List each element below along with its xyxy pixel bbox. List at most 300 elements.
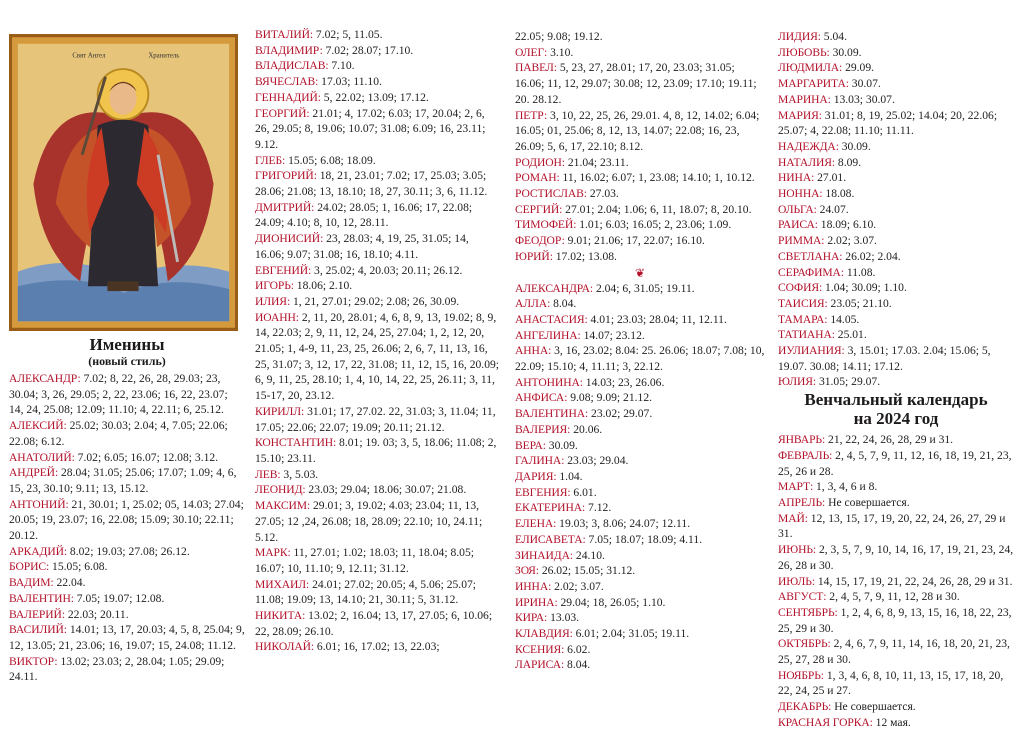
entry-dates: 22.05; 9.08; 19.12.	[515, 30, 603, 43]
name-day-entry	[778, 202, 1014, 218]
name-day-entry	[515, 233, 765, 249]
entry-dates: 3.10.	[550, 45, 574, 59]
entry-dates: 7.02; 28.07; 17.10.	[325, 43, 414, 57]
entry-name: ТАМАРА:	[778, 312, 828, 326]
entry-name: МАРИНА:	[778, 92, 831, 106]
name-day-entry	[515, 469, 765, 485]
name-day-entry	[778, 76, 1014, 92]
name-day-entry	[778, 29, 1014, 45]
name-day-entry	[515, 343, 765, 374]
entry-dates: 12, 13, 15, 17, 19, 20, 22, 24, 26, 27, 29 и 31.	[778, 511, 1006, 541]
name-day-list-col4	[778, 29, 1014, 390]
name-day-entry	[255, 168, 500, 199]
entry-name: ГАЛИНА:	[515, 454, 565, 468]
name-day-entry	[515, 657, 765, 673]
name-day-entry	[255, 263, 500, 279]
entry-dates: 26.02; 2.04.	[845, 249, 901, 263]
entry-dates: 6.01; 2.04; 31.05; 19.11.	[575, 627, 690, 641]
entry-name: ГЛЕБ:	[255, 153, 286, 167]
entry-name: МАЙ:	[778, 511, 808, 525]
entry-dates: 7.05; 18.07; 18.09; 4.11.	[588, 532, 703, 546]
entry-dates: 1, 3, 4, 6, 8, 10, 11, 13, 15, 17, 18, 20, 22, 24, 25 и 27.	[778, 668, 1004, 698]
name-day-entry	[778, 233, 1014, 249]
entry-name: ЮЛИЯ:	[778, 375, 817, 389]
name-day-entry	[515, 108, 765, 155]
entry-dates: 5.04.	[823, 30, 847, 43]
name-day-entry	[515, 626, 765, 642]
name-day-entry	[9, 497, 245, 544]
name-day-entry	[778, 265, 1014, 281]
wedding-month-entry	[778, 511, 1014, 542]
name-day-entry	[255, 498, 500, 545]
name-day-entry	[778, 374, 1014, 390]
wedding-month-entry	[778, 432, 1014, 448]
entry-dates: 27.01.	[817, 171, 847, 185]
name-day-entry	[9, 465, 245, 496]
name-day-entry	[515, 438, 765, 454]
entry-dates: 15.05; 6.08; 18.09.	[288, 153, 376, 167]
entry-name: ВЛАДИСЛАВ:	[255, 59, 329, 73]
name-day-entry	[9, 607, 245, 623]
name-day-entry	[515, 453, 765, 469]
entry-name: ГЕННАДИЙ:	[255, 90, 321, 104]
entry-name: ЗИНАИДА:	[515, 548, 574, 562]
entry-dates: 2, 4, 6, 7, 9, 11, 14, 16, 18, 20, 21, 23, 25, 27, 28 и 30.	[778, 637, 1010, 667]
entry-dates: 22.04.	[56, 576, 86, 590]
entry-name: ЛЮДМИЛА:	[778, 61, 843, 75]
entry-name: СЕРГИЙ:	[515, 202, 563, 216]
entry-dates: 28.04; 31.05; 25.06; 17.07; 1.09; 4, 6, 15, 23, 30.10; 9.11; 13, 15.12.	[9, 466, 237, 495]
entry-dates: 7.02; 6.05; 16.07; 12.08; 3.12.	[77, 450, 219, 464]
entry-name: ФЕВРАЛЬ:	[778, 448, 833, 462]
entry-name: НИКИТА:	[255, 609, 306, 623]
entry-name: ГРИГОРИЙ:	[255, 169, 317, 183]
name-day-entry	[778, 296, 1014, 312]
entry-name: ГЕОРГИЙ:	[255, 106, 310, 120]
entry-name: МАРТ:	[778, 480, 814, 494]
wedding-month-entry	[778, 542, 1014, 573]
entry-name: АНДРЕЙ:	[9, 466, 59, 480]
entry-dates: 13.02; 2, 16.04; 13, 17, 27.05; 6, 10.06; 22, 28.09; 26.10.	[255, 609, 493, 638]
entry-dates: 9.01; 21.06; 17, 22.07; 16.10.	[567, 234, 705, 248]
entry-dates: 29.04; 18, 26.05; 1.10.	[560, 595, 666, 609]
name-day-entry	[255, 482, 500, 498]
entry-name: ПАВЕЛ:	[515, 61, 557, 75]
name-day-entry	[255, 435, 500, 466]
name-day-entry	[515, 202, 765, 218]
entry-dates: 18.09; 6.10.	[820, 218, 877, 232]
name-day-entry	[255, 74, 500, 90]
entry-dates: 1.04; 30.09; 1.10.	[825, 281, 907, 295]
entry-name: АРКАДИЙ:	[9, 544, 68, 558]
entry-dates: 18, 21, 23.01; 7.02; 17, 25.03; 3.05; 28.06; 21.08; 13, 18.10; 18, 27, 30.11; 3, 6, 11.12.	[255, 169, 488, 199]
entry-name: ЕКАТЕРИНА:	[515, 501, 586, 515]
entry-name: ЕЛЕНА:	[515, 517, 557, 531]
name-day-entry	[515, 595, 765, 611]
entry-name: МАРК:	[255, 546, 291, 560]
entry-name: ВАЛЕНТИН:	[9, 591, 74, 605]
wedding-month-entry	[778, 574, 1014, 590]
name-day-entry	[255, 608, 500, 639]
name-day-entry	[255, 639, 500, 655]
entry-name: ВИКТОР:	[9, 654, 58, 668]
entry-name: СВЕТЛАНА:	[778, 249, 843, 263]
entry-name: АНАТОЛИЙ:	[9, 450, 75, 464]
entry-dates: 24.07.	[819, 202, 849, 216]
entry-dates: 9.08; 9.09; 21.12.	[570, 391, 653, 405]
entry-dates: 2.04; 6, 31.05; 19.11.	[595, 281, 695, 295]
entry-dates: 7.05; 19.07; 12.08.	[76, 591, 165, 605]
name-day-entry	[255, 231, 500, 262]
entry-dates: 7.02; 8, 22, 26, 28, 29.03; 23, 30.04; 3, 26, 29.05; 2, 22, 23.06; 16, 22, 23.07; 14, 24, 25.08; 12.09; 11.10; 4, 22.11; 6, 25.12.	[9, 372, 228, 417]
entry-dates: 3, 10, 22, 25, 26, 29.01. 4, 8, 12, 14.02; 6.04; 16.05; 01, 25.06; 8, 12, 13, 14.07; 22.08; 16, 23, 26.09; 5, 6, 17, 22.10; 8.12.	[515, 108, 760, 153]
entry-name: НАДЕЖДА:	[778, 139, 839, 153]
entry-dates: 5, 23, 27, 28.01; 17, 20, 23.03; 31.05; 16.06; 11, 12, 29.07; 30.08; 12, 23.09; 17.10; 19.11; 20. 28.12.	[515, 61, 757, 106]
name-day-entry	[255, 153, 500, 169]
entry-name: ИГОРЬ:	[255, 279, 294, 293]
entry-name: ЮРИЙ:	[515, 249, 553, 263]
entry-dates: 1.01; 6.03; 16.05; 2, 23.06; 1.09.	[579, 218, 732, 232]
entry-dates: 18.08.	[825, 187, 855, 201]
name-day-entry	[255, 577, 500, 608]
entry-name: ИРИНА:	[515, 595, 558, 609]
entry-name: ВЯЧЕСЛАВ:	[255, 75, 319, 89]
entry-name: ВЕРА:	[515, 438, 546, 452]
name-day-entry	[515, 516, 765, 532]
entry-dates: 14.01; 13, 17, 20.03; 4, 5, 8, 25.04; 9, 12, 13.05; 21, 23.06; 16, 19.07; 15, 24.08; 11.12.	[9, 623, 245, 652]
name-day-entry	[515, 281, 765, 297]
entry-name: ВАДИМ:	[9, 576, 54, 590]
entry-dates: 31.01; 17, 27.02. 22, 31.03; 3, 11.04; 11, 17.05; 22.06; 22.07; 19.09; 20.11; 21.12.	[255, 404, 496, 434]
name-day-entry	[778, 155, 1014, 171]
entry-dates: 11, 16.02; 6.07; 1, 23.08; 14.10; 1, 10.12.	[562, 171, 755, 185]
entry-dates: 17.03; 11.10.	[321, 75, 382, 89]
entry-dates: 13.02; 23.03; 2, 28.04; 1.05; 29.09; 24.11.	[9, 654, 225, 684]
entry-name: АНАСТАСИЯ:	[515, 312, 588, 326]
entry-name: РИММА:	[778, 234, 825, 248]
entry-name: ВАЛЕРИЙ:	[9, 607, 65, 621]
name-day-entry	[9, 654, 245, 685]
entry-name: НАТАЛИЯ:	[778, 155, 835, 169]
wedding-month-entry	[778, 605, 1014, 636]
entry-dates: 7.12.	[588, 501, 612, 515]
entry-name: ВАСИЛИЙ:	[9, 623, 67, 637]
name-day-entry	[778, 139, 1014, 155]
wedding-dates-list	[778, 432, 1014, 730]
entry-dates: 30.09.	[832, 45, 862, 59]
entry-dates: 23.05; 21.10.	[830, 296, 892, 310]
name-day-entry	[515, 548, 765, 564]
name-day-entry	[515, 60, 765, 107]
name-day-entry	[778, 312, 1014, 328]
entry-dates: 14, 15, 17, 19, 21, 22, 24, 26, 28, 29 и 31.	[817, 574, 1013, 588]
entry-name: ФЕОДОР:	[515, 234, 565, 248]
name-day-list-col3-female	[515, 281, 765, 674]
entry-name: АЛЕКСАНДРА:	[515, 281, 594, 295]
entry-dates: 3, 15.01; 17.03. 2.04; 15.06; 5, 19.07. 30.08; 14.11; 17.12.	[778, 344, 991, 373]
entry-name: ЛЮБОВЬ:	[778, 45, 830, 59]
entry-name: РОМАН:	[515, 171, 560, 185]
name-day-entry	[9, 622, 245, 653]
name-day-list-col1	[9, 371, 245, 685]
name-day-entry	[778, 92, 1014, 108]
entry-dates: 25.02; 30.03; 2.04; 4, 7.05; 22.06; 22.08; 6.12.	[9, 419, 228, 448]
wedding-month-entry	[778, 479, 1014, 495]
entry-dates: 21, 22, 24, 26, 28, 29 и 31.	[828, 433, 954, 447]
entry-name: ЕВГЕНИЙ:	[255, 263, 312, 277]
name-day-entry	[9, 591, 245, 607]
name-day-entry	[778, 186, 1014, 202]
entry-dates: 31.01; 8, 19, 25.02; 14.04; 20, 22.06; 25.07; 4, 22.08; 11.10; 11.11.	[778, 108, 998, 138]
entry-name: ИЮНЬ:	[778, 543, 817, 557]
entry-name: ЛАРИСА:	[515, 658, 565, 672]
entry-name: ИОАНН:	[255, 310, 299, 324]
name-day-entry	[515, 390, 765, 406]
entry-name: АЛЕКСИЙ:	[9, 419, 67, 433]
entry-dates: 8.04.	[567, 658, 591, 672]
entry-dates: Не совершается.	[834, 700, 916, 714]
entry-dates: 7.10.	[331, 59, 355, 73]
entry-name: ЛЕВ:	[255, 467, 281, 481]
entry-name: ЗОЯ:	[515, 564, 539, 578]
name-day-entry	[778, 108, 1014, 139]
entry-name: НИНА:	[778, 171, 815, 185]
entry-dates: 30.09.	[548, 438, 578, 452]
entry-dates: 25.01.	[837, 328, 867, 342]
entry-name: КРАСНАЯ ГОРКА:	[778, 715, 873, 729]
name-day-entry	[255, 545, 500, 576]
entry-name: РОСТИСЛАВ:	[515, 187, 587, 201]
name-day-entry	[515, 532, 765, 548]
entry-name: МАРГАРИТА:	[778, 77, 849, 91]
entry-name: КИРИЛЛ:	[255, 404, 305, 418]
entry-name: ОКТЯБРЬ:	[778, 637, 831, 651]
entry-name: ДЕКАБРЬ:	[778, 700, 832, 714]
name-day-list-col3-male	[515, 29, 765, 265]
name-day-entry	[515, 485, 765, 501]
entry-name: КИРА:	[515, 611, 548, 625]
guardian-angel-icon-image	[9, 34, 238, 331]
name-day-entry	[778, 217, 1014, 233]
entry-name: АЛЕКСАНДР:	[9, 372, 81, 385]
entry-name: ДИОНИСИЙ:	[255, 232, 324, 246]
entry-name: НОЯБРЬ:	[778, 668, 824, 682]
entry-name: КОНСТАНТИН:	[255, 436, 337, 450]
name-day-entry	[515, 170, 765, 186]
wedding-calendar-year: на 2024 год	[853, 409, 939, 429]
entry-dates: 4.01; 23.03; 28.04; 11, 12.11.	[590, 312, 727, 326]
name-day-entry	[255, 58, 500, 74]
name-day-entry	[515, 217, 765, 233]
entry-name: АНФИСА:	[515, 391, 568, 405]
entry-name: ЛЕОНИД:	[255, 483, 306, 497]
entry-name: ВАЛЕРИЯ:	[515, 422, 571, 436]
entry-name: МАКСИМ:	[255, 499, 311, 513]
wedding-month-entry	[778, 699, 1014, 715]
entry-dates: 1.04.	[559, 469, 583, 483]
name-day-entry	[778, 45, 1014, 61]
entry-dates: 8.04.	[553, 297, 577, 311]
name-day-entry	[9, 371, 245, 418]
entry-name: ОЛЕГ:	[515, 45, 548, 59]
entry-name: КСЕНИЯ:	[515, 642, 565, 656]
entry-dates: 20.06.	[573, 422, 603, 436]
entry-name: АНГЕЛИНА:	[515, 328, 581, 342]
entry-dates: 14.03; 23, 26.06.	[585, 375, 665, 389]
name-days-subtitle: (новый стиль)	[88, 354, 166, 368]
name-day-entry	[515, 610, 765, 626]
entry-name: ЕВГЕНИЯ:	[515, 485, 571, 499]
name-day-entry	[515, 579, 765, 595]
name-day-entry	[255, 404, 500, 435]
name-day-entry	[9, 575, 245, 591]
entry-name: АНТОНИНА:	[515, 375, 583, 389]
name-day-entry	[9, 559, 245, 575]
entry-dates: 8.09.	[837, 155, 862, 169]
wedding-month-entry	[778, 495, 1014, 511]
name-day-entry	[778, 343, 1014, 374]
fourth-column	[778, 29, 1014, 731]
entry-name: ДМИТРИЙ:	[255, 200, 315, 214]
entry-name: СЕНТЯБРЬ:	[778, 605, 838, 619]
entry-name: АНТОНИЙ:	[9, 497, 69, 511]
name-day-entry	[255, 294, 500, 310]
entry-name: ЕЛИСАВЕТА:	[515, 532, 586, 546]
entry-name: ВАЛЕНТИНА:	[515, 407, 589, 421]
entry-dates: 2, 4, 5, 7, 9, 11, 12, 28 и 30.	[829, 590, 960, 604]
name-day-entry	[9, 418, 245, 449]
entry-name: ТАИСИЯ:	[778, 296, 828, 310]
entry-dates: 29.01; 3, 19.02; 4.03; 23.04; 11, 13, 27.05; 12 ,24, 26.08; 18, 28.09; 22.10; 10, 24.11; 5.12.	[255, 499, 483, 544]
entry-dates: 29.09.	[845, 61, 875, 75]
name-day-entry	[515, 45, 765, 61]
entry-name: ПЕТР:	[515, 108, 548, 122]
entry-dates: 22.03; 20.11.	[67, 607, 129, 621]
entry-dates: 24.02; 28.05; 1, 16.06; 17, 22.08; 24.09; 4.10; 8, 10, 12, 28.11.	[255, 200, 473, 230]
entry-name: ВЛАДИМИР:	[255, 43, 323, 57]
entry-dates: 8.01; 19. 03; 3, 5, 18.06; 11.08; 2, 15.10; 23.11.	[255, 436, 497, 465]
name-day-list-col2	[255, 27, 500, 655]
name-day-entry	[515, 249, 765, 265]
entry-dates: 27.01; 2.04; 1.06; 6, 11, 18.07; 8, 20.10.	[565, 202, 752, 216]
name-day-entry	[515, 328, 765, 344]
entry-dates: 3, 16, 23.02; 8.04: 25. 26.06; 18.07; 7.08; 10, 22.09; 15.10; 4, 11.11; 3, 22.12.	[515, 344, 765, 374]
icon-caption-left: Свят Ангел	[72, 52, 106, 60]
wedding-month-entry	[778, 589, 1014, 605]
left-column	[9, 4, 245, 685]
entry-dates: 13.03; 30.07.	[833, 92, 895, 106]
entry-name: АЛЛА:	[515, 297, 551, 311]
entry-dates: 2.02; 3.07.	[554, 579, 604, 593]
entry-name: ОЛЬГА:	[778, 202, 817, 216]
name-day-entry	[9, 544, 245, 560]
name-day-entry	[515, 500, 765, 516]
entry-dates: 19.03; 3, 8.06; 24.07; 12.11.	[559, 517, 691, 531]
entry-dates: 6.01; 16, 17.02; 13, 22.03;	[316, 640, 440, 654]
entry-dates: 2, 3, 5, 7, 9, 10, 14, 16, 17, 19, 21, 23, 24, 26, 28 и 30.	[778, 543, 1014, 572]
name-day-entry	[515, 563, 765, 579]
entry-dates: 1, 21, 27.01; 29.02; 2.08; 26, 30.09.	[292, 294, 460, 308]
entry-name: РАИСА:	[778, 218, 818, 232]
entry-name: СОФИЯ:	[778, 281, 823, 295]
entry-dates: 6.01.	[573, 485, 597, 499]
name-day-entry	[515, 296, 765, 312]
wedding-calendar-title: Венчальный календарь	[804, 390, 988, 410]
entry-name: АПРЕЛЬ:	[778, 495, 826, 509]
entry-dates: 5, 22.02; 13.09; 17.12.	[323, 90, 429, 104]
name-day-entry	[515, 642, 765, 658]
entry-dates: 3, 25.02; 4, 20.03; 20.11; 26.12.	[314, 263, 463, 277]
entry-name: НИКОЛАЙ:	[255, 640, 315, 654]
entry-dates: 2, 4, 5, 7, 9, 11, 12, 16, 18, 19, 21, 23, 25, 26 и 28.	[778, 448, 1012, 478]
name-day-entry	[778, 170, 1014, 186]
entry-dates: 12 мая.	[875, 715, 911, 729]
name-day-entry	[255, 43, 500, 59]
entry-dates: 23.03; 29.04; 18.06; 30.07; 21.08.	[308, 483, 467, 497]
entry-dates: 11, 27.01; 1.02; 18.03; 11, 18.04; 8.05; 16.07; 10, 11.10; 9, 12.11; 31.12.	[255, 546, 474, 575]
name-day-entry	[778, 60, 1014, 76]
entry-name: НОННА:	[778, 187, 823, 201]
second-column	[255, 27, 500, 655]
entry-dates: 11.08.	[846, 265, 876, 279]
wedding-month-entry	[778, 715, 1014, 731]
entry-dates: 23, 28.03; 4, 19, 25, 31.05; 14, 16.06; 9.07; 31.08; 16, 18.10; 4.11.	[255, 232, 469, 261]
name-days-title: Именины	[89, 335, 165, 354]
entry-name: АВГУСТ:	[778, 590, 827, 604]
entry-name: АННА:	[515, 344, 552, 358]
entry-dates: 14.05.	[830, 312, 860, 326]
entry-dates: 3, 5.03.	[283, 467, 319, 481]
ornament-divider: ❦	[634, 265, 646, 280]
third-column	[515, 29, 765, 673]
entry-dates: 30.07.	[851, 77, 881, 91]
entry-dates: 21, 30.01; 1, 25.02; 05, 14.03; 27.04; 20.05; 19, 23.07; 16, 22.08; 15.09; 30.10; 22.11; 20.12.	[9, 497, 244, 543]
entry-name: МАРИЯ:	[778, 108, 822, 122]
entry-dates: 21.04; 23.11.	[567, 155, 629, 169]
entry-dates: 2.02; 3.07.	[827, 234, 877, 248]
entry-name: РОДИОН:	[515, 155, 565, 169]
name-day-entry	[515, 375, 765, 391]
entry-dates: 23.03; 29.04.	[567, 454, 629, 468]
name-day-entry	[778, 280, 1014, 296]
name-day-entry	[515, 422, 765, 438]
entry-dates: 26.02; 15.05; 31.12.	[541, 564, 636, 578]
entry-dates: 24.10.	[575, 548, 605, 562]
name-day-entry	[515, 29, 765, 45]
entry-name: ИЮЛЬ:	[778, 574, 815, 588]
entry-name: БОРИС:	[9, 560, 50, 574]
entry-name: ИЛИЯ:	[255, 294, 291, 308]
wedding-month-entry	[778, 668, 1014, 699]
entry-dates: 14.07; 23.12.	[583, 328, 645, 342]
entry-dates: 23.02; 29.07.	[591, 407, 653, 421]
entry-name: ЯНВАРЬ:	[778, 433, 826, 447]
entry-dates: 6.02.	[567, 642, 591, 656]
wedding-month-entry	[778, 636, 1014, 667]
name-day-entry	[255, 278, 500, 294]
name-day-entry	[255, 467, 500, 483]
entry-dates: Не совершается.	[828, 495, 910, 509]
entry-dates: 24.01; 27.02; 20.05; 4, 5.06; 25.07; 11.08; 19.09; 13, 14.10; 21, 30.11; 5, 31.12.	[255, 577, 477, 607]
entry-dates: 7.02; 5, 11.05.	[315, 28, 383, 41]
name-day-entry	[255, 310, 500, 404]
icon-caption-right: Хранитель	[148, 52, 180, 60]
name-day-entry	[255, 200, 500, 231]
entry-name: ИУЛИАНИЯ:	[778, 344, 845, 358]
entry-dates: 18.06; 2.10.	[296, 279, 353, 293]
name-day-entry	[515, 406, 765, 422]
entry-dates: 17.02; 13.08.	[555, 249, 617, 263]
